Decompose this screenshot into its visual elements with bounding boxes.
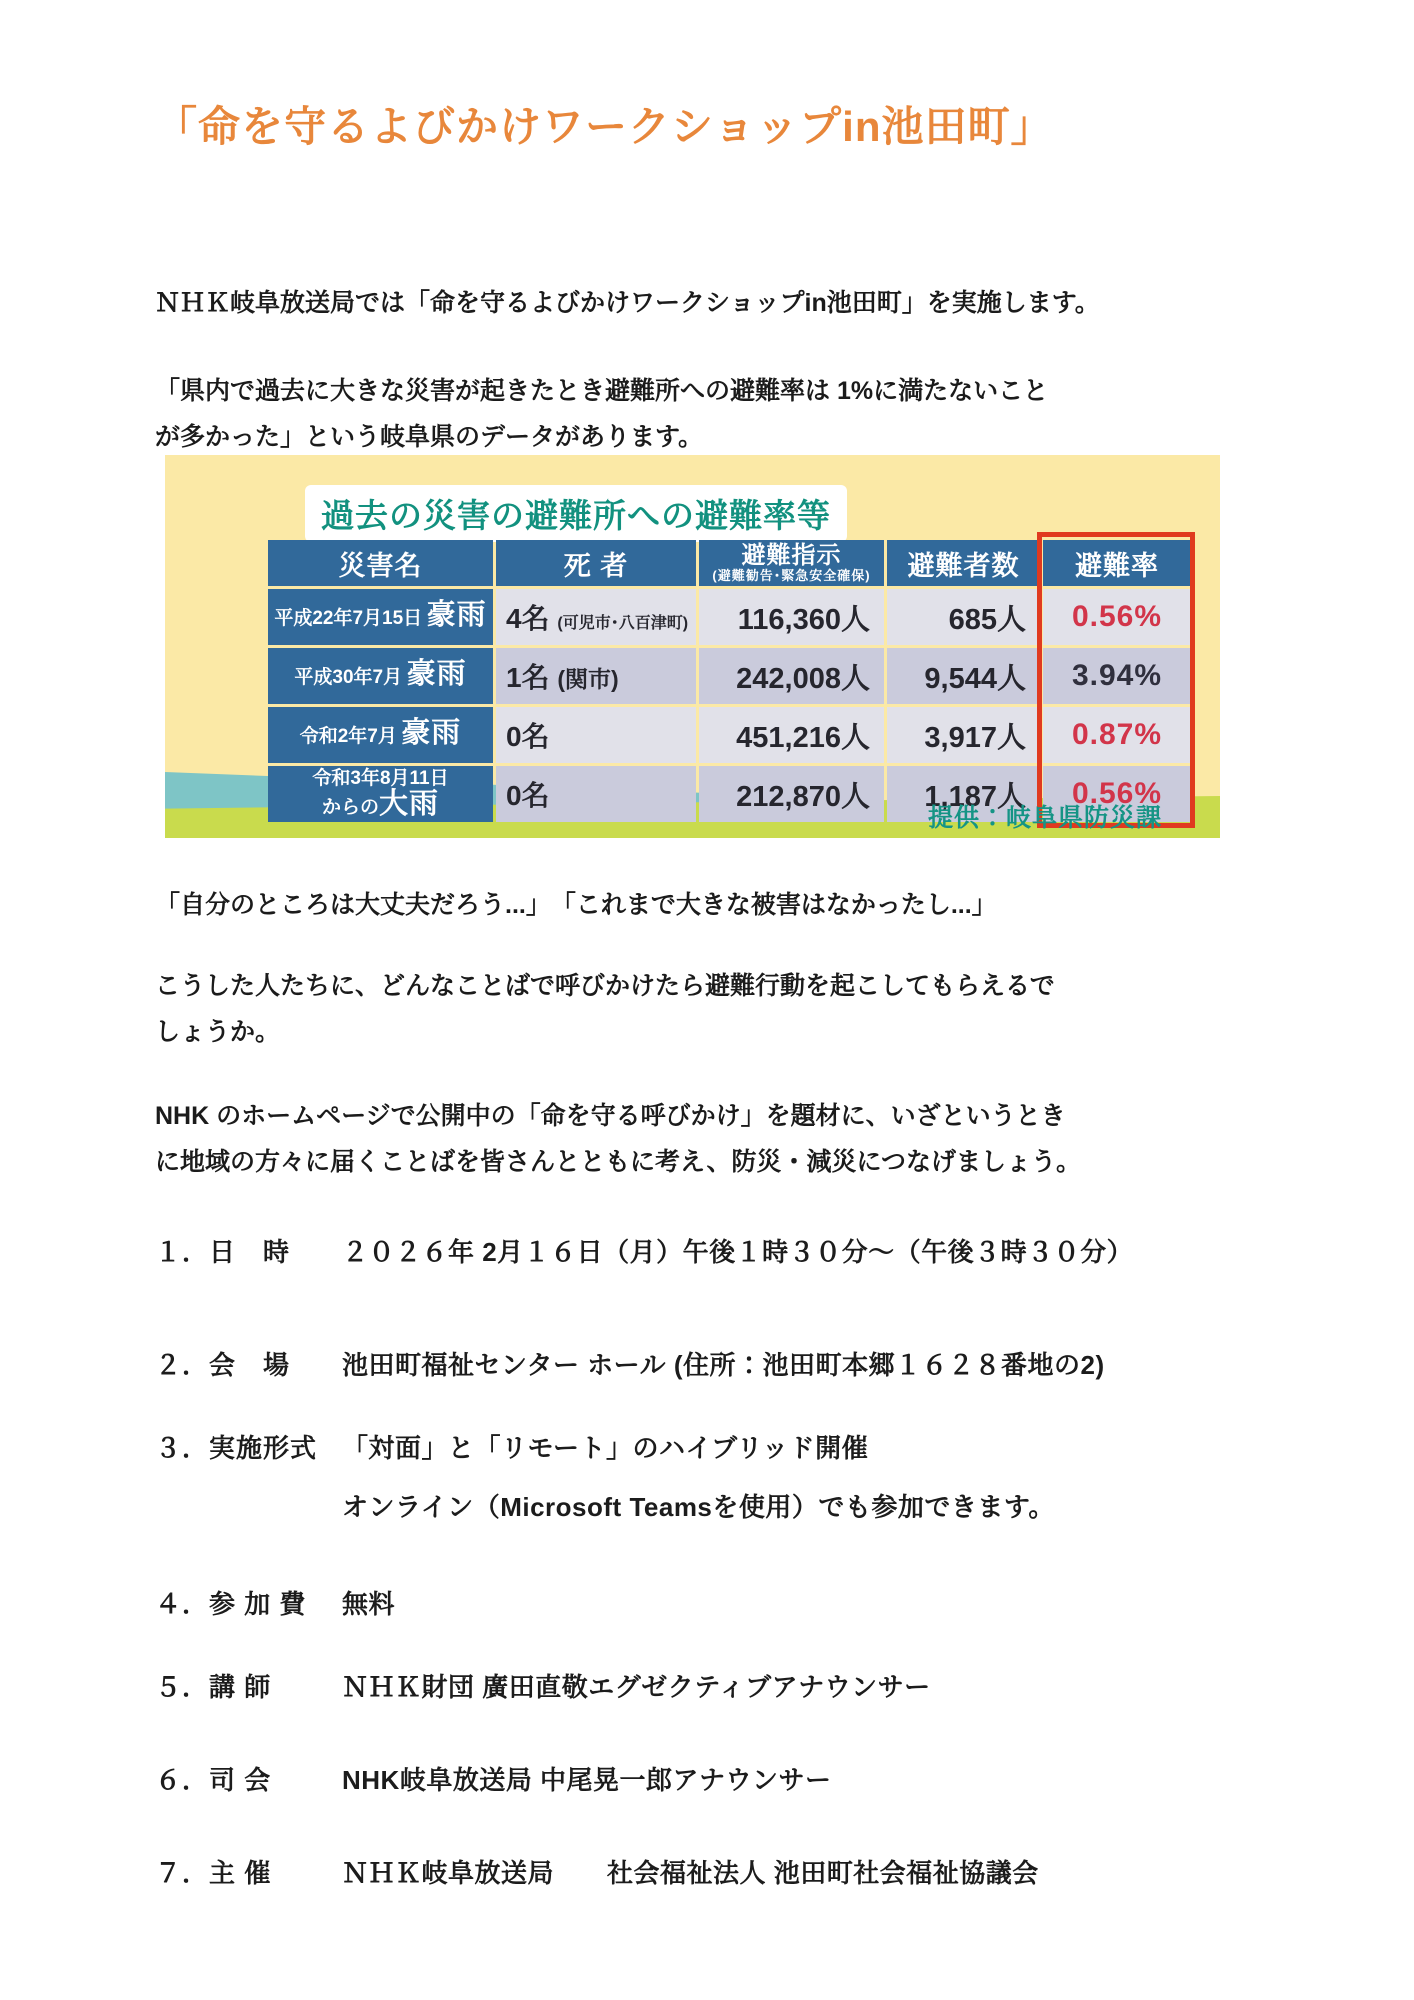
detail-value: ２０２６年 2月１６日（月）午後１時３０分～（午後３時３０分） [342,1237,1134,1267]
evacuation-rate-figure [165,455,1220,838]
detail-value [342,1428,1055,1524]
cell-disaster: 令和3年8月11日 からの大雨 [268,766,493,822]
detail-label: ７．主 催 [155,1858,272,1888]
cell-evacuees: 3,917人 [887,707,1040,763]
detail-value: ＮＨＫ岐阜放送局 社会福祉法人 池田町社会福祉協議会 [342,1858,1039,1888]
cell-instructed: 451,216人 [699,707,884,763]
detail-value: 無料 [342,1589,396,1619]
cell-evacuees: 9,544人 [887,648,1040,704]
figure-credit: 提供：岐阜県防災課 [927,804,1162,832]
detail-value: NHK岐阜放送局 中尾晃一郎アナウンサー [342,1765,832,1795]
data-statement-line2: が多かった」という岐阜県のデータがあります。 [155,423,704,451]
format-line2: オンライン（Microsoft Teamsを使用）でも参加できます。 [342,1492,1055,1522]
table-header-row [268,540,1191,586]
figure-title: 過去の災害の避難所への避難率等 [305,485,847,542]
cell-instructed: 116,360人 [699,589,884,645]
detail-value: 池田町福祉センター ホール (住所：池田町本郷１６２８番地の2) [342,1350,1105,1380]
col-header-evacuees: 避難者数 [887,540,1040,586]
cell-rate: 0.87% [1043,707,1191,763]
col-header-instruction-sub: (避難勧告･緊急安全確保) [712,568,871,583]
detail-value: ＮＨＫ財団 廣田直敬エグゼクティブアナウンサー [342,1672,931,1702]
detail-label: ２．会 場 [155,1350,291,1380]
cell-rate: 0.56% [1043,589,1191,645]
detail-label: ３．実施形式 [155,1433,318,1463]
detail-label: ６．司 会 [155,1765,272,1795]
cell-evacuees: 1,187人 [887,766,1040,822]
format-line1: 「対面」と「リモート」のハイブリッド開催 [342,1433,869,1463]
table-row [268,648,1191,704]
question-line1: こうした人たちに、どんなことばで呼びかけたら避難行動を起こしてもらえるで [155,972,1055,1000]
intro-paragraph: ＮＨＫ岐阜放送局では「命を守るよびかけワークショップin池田町」を実施します。 [155,289,1100,317]
detail-item-mc [155,1760,1265,1797]
event-details-list [155,1232,1265,1890]
quotes-paragraph: 「自分のところは大丈夫だろう...」 「これまで大きな被害はなかったし...」 [155,891,997,919]
cell-disaster: 令和2年7月 豪雨 [268,707,493,763]
table-row [268,707,1191,763]
cell-instructed: 242,008人 [699,648,884,704]
data-statement-line1: 「県内で過去に大きな災害が起きたとき避難所への避難率は 1%に満たないこと [155,377,1049,405]
col-header-instruction: 避難指示 (避難勧告･緊急安全確保) [699,540,884,586]
cta-paragraph [155,1093,1155,1185]
cta-line1: NHK のホームページで公開中の「命を守る呼びかけ」を題材に、いざというとき [155,1102,1066,1130]
table-row [268,589,1191,645]
cell-disaster: 平成22年7月15日 豪雨 [268,589,493,645]
detail-label: ５．講 師 [155,1672,272,1702]
cell-deaths: 1名 (関市) [496,648,696,704]
cell-instructed: 212,870人 [699,766,884,822]
detail-item-format [155,1428,1265,1524]
cta-line2: に地域の方々に届くことばを皆さんとともに考え、防災・減災につなげましょう。 [155,1148,1082,1176]
cell-deaths: 0名 [496,766,696,822]
detail-item-date [155,1232,1265,1269]
detail-item-organizer [155,1853,1265,1890]
question-paragraph [155,963,1155,1055]
detail-item-lecturer [155,1667,1265,1704]
evacuation-table-wrap [265,537,1194,825]
detail-item-venue [155,1345,1265,1382]
col-header-disaster: 災害名 [268,540,493,586]
detail-label: ４．参 加 費 [155,1589,307,1619]
cell-disaster: 平成30年7月 豪雨 [268,648,493,704]
detail-label: １．日 時 [155,1237,291,1267]
col-header-rate: 避難率 [1043,540,1191,586]
cell-deaths: 0名 [496,707,696,763]
col-header-deaths: 死 者 [496,540,696,586]
page-title: 「命を守るよびかけワークショップin池田町」 [155,103,1054,150]
evacuation-table [265,537,1194,825]
cell-deaths: 4名 (可児市･八百津町) [496,589,696,645]
detail-item-fee [155,1584,1265,1621]
cell-evacuees: 685人 [887,589,1040,645]
data-statement-paragraph [155,368,1155,460]
cell-rate: 0.56% [1043,766,1191,822]
cell-rate: 3.94% [1043,648,1191,704]
question-line2: しょうか。 [155,1018,281,1046]
